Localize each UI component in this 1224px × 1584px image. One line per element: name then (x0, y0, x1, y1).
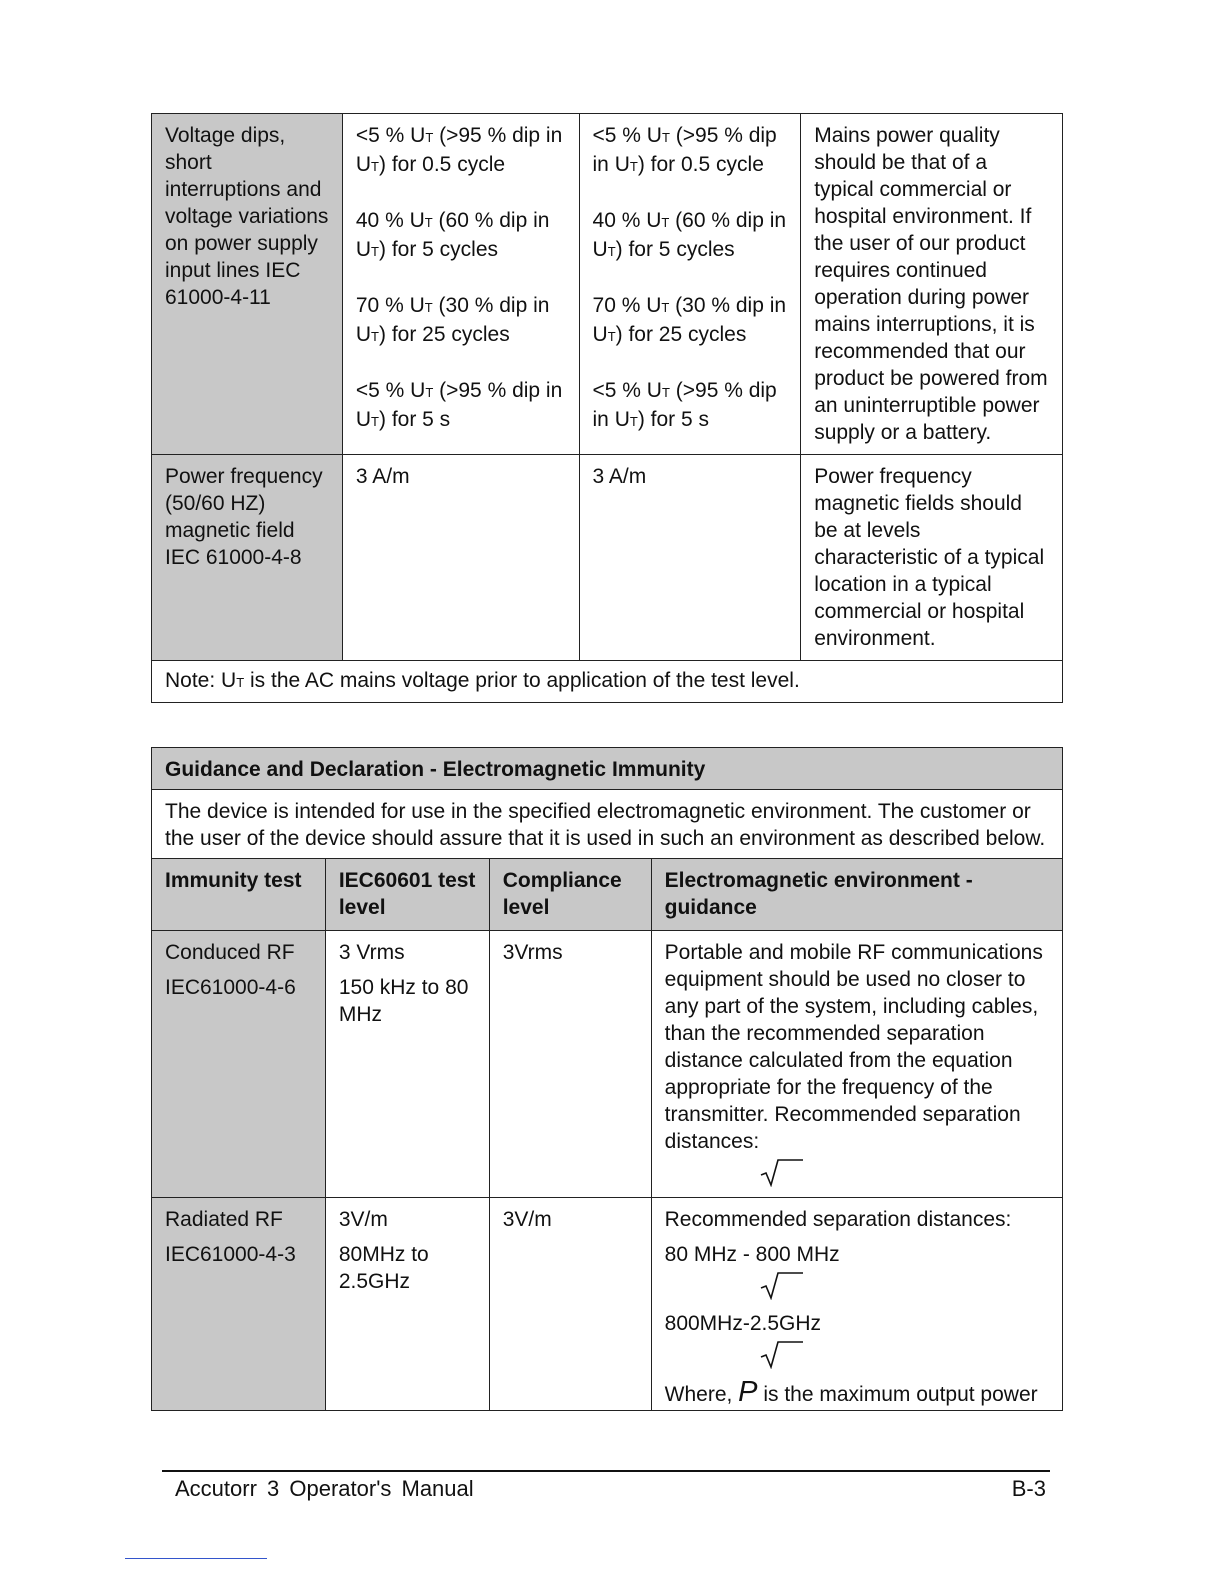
cell-test: Voltage dips, short interruptions and voltage variations on power supply input lines IEC 61000-4-11 (152, 114, 343, 455)
cell-test-level: 3 Vrms 150 kHz to 80 MHz (325, 931, 489, 1198)
table-header-row (152, 859, 1063, 931)
table-row (152, 114, 1063, 455)
level-line-1: <5 % UT (>95 % dip in UT) for 0.5 cycle (355, 124, 563, 176)
compliance-line-1: <5 % UT (>95 % dip in UT) for 0.5 cycle (592, 124, 777, 176)
header-guidance: Electromagnetic environment - guidance (651, 859, 1062, 931)
cell-guidance: Portable and mobile RF communications equipment should be used no closer to any part of the system, including cables, than the recommended separation distance calculated from the equation appropriate for the frequency of the transmitter. Recommended separation distances: (651, 931, 1062, 1198)
cell-test-level: 3 A/m (342, 455, 579, 661)
cell-test: Radiated RF IEC61000-4-3 (152, 1198, 326, 1411)
cell-compliance-level: 3 A/m (579, 455, 801, 661)
table-note-row (152, 661, 1063, 703)
compliance-line-3: 70 % UT (30 % dip in UT) for 25 cycles (592, 294, 787, 346)
cell-test-level: 3V/m 80MHz to 2.5GHz (325, 1198, 489, 1411)
cell-compliance-level: 3Vrms (489, 931, 651, 1198)
footer-rule (162, 1470, 1050, 1472)
bottom-link-underline (125, 1558, 267, 1559)
footer-title: Accutorr 3 Operator's Manual (175, 1476, 474, 1501)
sqrt-symbol-icon (665, 1155, 1049, 1189)
header-immunity-test: Immunity test (152, 859, 326, 931)
level-line-3: 70 % UT (30 % dip in UT) for 25 cycles (355, 294, 550, 346)
cell-test: Power frequency (50/60 HZ) magnetic field IEC 61000-4-8 (152, 455, 343, 661)
table-intro: The device is intended for use in the specified electromagnetic environment. The customer or the user of the device should assure that it is used in such an environment as described below. (152, 790, 1063, 859)
table-row (152, 1198, 1063, 1411)
compliance-line-4: <5 % UT (>95 % dip in UT) for 5 s (592, 379, 777, 431)
table-row (152, 455, 1063, 661)
table-title-row (152, 748, 1063, 790)
level-line-4: <5 % UT (>95 % dip in UT) for 5 s (355, 379, 563, 431)
table-note: Note: UT is the AC mains voltage prior to application of the test level. (152, 661, 1063, 703)
table-intro-row (152, 790, 1063, 859)
cell-guidance: Power frequency magnetic fields should be at levels characteristic of a typical location in a typical commercial or hospital environment. (801, 455, 1063, 661)
page-number: B-3 (1011, 1476, 1046, 1501)
cell-guidance: Mains power quality should be that of a typical commercial or hospital environment. If the user of our product requires continued operation during power mains interruptions, it is recommended that our product be powered from an uninterruptible power supply or a battery. (801, 114, 1063, 455)
header-test-level: IEC60601 test level (325, 859, 489, 931)
cell-guidance: Recommended separation distances: 80 MHz - 800 MHz 800MHz-2.5GHz Where, P is the maximum output power (651, 1198, 1062, 1411)
table-electromagnetic-immunity (151, 747, 1063, 1411)
table-immunity-continued (151, 113, 1063, 703)
sqrt-symbol-icon (665, 1268, 1049, 1302)
where-line: Where, P is the maximum output power (664, 1376, 1038, 1408)
sqrt-symbol-icon (665, 1337, 1049, 1371)
cell-compliance-level (579, 114, 801, 455)
table-title: Guidance and Declaration - Electromagnetic Immunity (152, 748, 1063, 790)
cell-test-level (342, 114, 579, 455)
header-compliance-level: Compliance level (489, 859, 651, 931)
cell-compliance-level: 3V/m (489, 1198, 651, 1411)
table-row (152, 931, 1063, 1198)
cell-test: Conduced RF IEC61000-4-6 (152, 931, 326, 1198)
compliance-line-2: 40 % UT (60 % dip in UT) for 5 cycles (592, 209, 787, 261)
level-line-2: 40 % UT (60 % dip in UT) for 5 cycles (355, 209, 550, 261)
